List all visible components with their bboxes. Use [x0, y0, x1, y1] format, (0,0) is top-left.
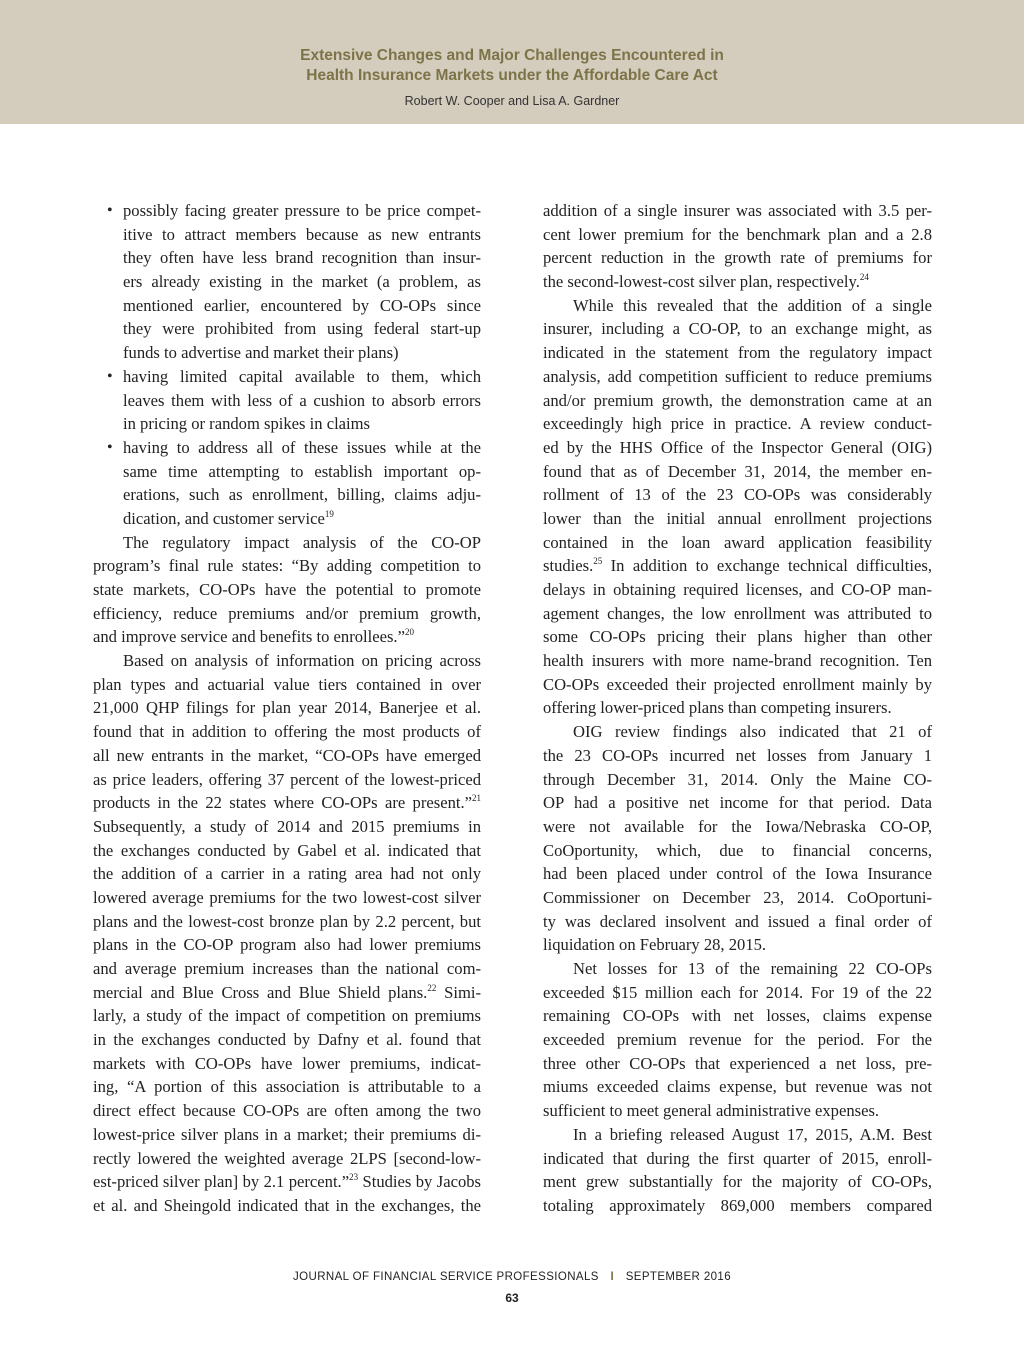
text-line — [93, 483, 481, 507]
text-line — [543, 744, 932, 768]
line-text: Based on analysis of information on pricing across — [123, 651, 481, 671]
line-text: plan types and actuarial value tiers contained in over — [93, 674, 481, 694]
text-line — [93, 317, 481, 341]
line-text: having limited capital available to them, which — [123, 366, 481, 386]
text-line — [543, 294, 932, 318]
text-line — [93, 981, 481, 1005]
text-line — [543, 223, 932, 247]
line-text: Subsequently, a study of 2014 and 2015 premiums in — [93, 816, 481, 836]
line-text: three other CO-OPs that experienced a net loss, pre- — [543, 1053, 932, 1073]
line-text: having to address all of these issues while at the — [123, 437, 481, 457]
text-line — [93, 460, 481, 484]
text-line — [93, 270, 481, 294]
text-line — [93, 768, 481, 792]
footnote-ref: 19 — [324, 508, 334, 519]
line-text: delays in obtaining required licenses, and CO-OP man- — [543, 580, 932, 599]
bullet-marker: • — [107, 438, 113, 456]
footnote-ref: 25 — [593, 556, 603, 567]
line-text: exceedingly high price in practice. A review conduct- — [543, 414, 932, 434]
text-line — [543, 531, 932, 555]
text-line — [543, 483, 932, 507]
line-text: efficiency, reduce premiums and/or premium growth, — [93, 603, 481, 623]
line-text: plans in the CO-OP program also had lower premiums — [93, 935, 481, 955]
line-text: remaining CO-OPs with net losses, claims expense — [543, 1006, 932, 1026]
line-text: found that in addition to offering the most products of — [93, 722, 481, 742]
text-line — [543, 460, 932, 484]
line-text: rollment of 13 of the 23 CO-OPs was considerably — [543, 485, 932, 505]
line-text: indicated in the statement from the regulatory impact — [543, 343, 932, 363]
text-line — [543, 625, 932, 649]
line-text: the 23 CO-OPs incurred net losses from January 1 — [543, 745, 932, 765]
text-line — [93, 1052, 481, 1076]
line-text: percent reduction in the growth rate of premiums for — [543, 248, 932, 268]
line-text: some CO-OPs pricing their plans higher than other — [543, 627, 932, 647]
text-line — [543, 507, 932, 531]
line-text: cent lower premium for the benchmark plan and a 2.8 — [543, 224, 932, 244]
line-text: mercial and Blue Cross and Blue Shield plans. — [93, 982, 428, 1002]
text-line — [543, 578, 932, 602]
text-line — [93, 791, 481, 815]
line-text: Net losses for 13 of the remaining 22 CO-OPs — [573, 959, 932, 978]
text-line — [543, 1028, 932, 1052]
line-text: in pricing or random spikes in claims — [123, 414, 371, 434]
left-text-column — [93, 199, 481, 1218]
line-text: OP had a positive net income for that period. Data — [543, 793, 932, 813]
text-line — [93, 720, 481, 744]
text-line — [93, 625, 481, 649]
line-text: totaling approximately 869,000 members compared — [543, 1195, 932, 1215]
text-line — [93, 1123, 481, 1147]
text-line — [543, 886, 932, 910]
issue-date: SEPTEMBER 2016 — [625, 1271, 731, 1283]
text-line — [543, 910, 932, 934]
text-line — [93, 554, 481, 578]
text-line — [543, 673, 932, 697]
footnote-ref: 24 — [859, 272, 869, 283]
line-text: ty was declared insolvent and issued a final order of — [543, 911, 932, 931]
right-text-column — [543, 199, 932, 1218]
footnote-ref: 22 — [427, 982, 437, 993]
footnote-ref: 21 — [472, 793, 481, 804]
text-line — [543, 1052, 932, 1076]
line-text: plans and the lowest-cost bronze plan by 2.2 percent, but — [93, 911, 481, 931]
line-text: as price leaders, offering 37 percent of the lowest-priced — [93, 769, 481, 789]
article-title-line-2: Health Insurance Markets under the Affordable Care Act — [306, 67, 718, 84]
text-line — [543, 720, 932, 744]
line-text: were not available for the Iowa/Nebraska CO-OP, — [543, 816, 932, 836]
line-text: and average premium increases than the national com- — [93, 959, 481, 978]
line-text: direct effect because CO-OPs are often among the two — [93, 1101, 481, 1121]
text-line — [93, 815, 481, 839]
line-text: in the exchanges conducted by Dafny et al. found that — [93, 1030, 481, 1050]
text-line — [543, 602, 932, 626]
line-text: larly, a study of the impact of competition on premiums — [93, 1006, 481, 1026]
text-line — [93, 294, 481, 318]
journal-name: JOURNAL OF FINANCIAL SERVICE PROFESSIONALS — [293, 1271, 599, 1283]
line-text: ment grew substantially for the majority of CO-OPs, — [543, 1172, 932, 1192]
line-text: possibly facing greater pressure to be price compet- — [123, 201, 481, 220]
text-line — [543, 957, 932, 981]
line-text: funds to advertise and market their plans) — [123, 343, 399, 363]
line-text: miums exceeded claims expense, but revenue was not — [543, 1077, 932, 1097]
line-text: state markets, CO-OPs have the potential to promote — [93, 580, 481, 599]
line-text: through December 31, 2014. Only the Maine CO- — [543, 769, 932, 789]
text-line — [93, 1194, 481, 1218]
text-line — [93, 1075, 481, 1099]
line-text: 21,000 QHP filings for plan year 2014, Banerjee et al. — [93, 698, 481, 718]
text-line — [543, 389, 932, 413]
line-text: indicated that during the first quarter of 2015, enroll- — [543, 1148, 932, 1168]
line-text: sufficient to meet general administrative expenses. — [543, 1101, 880, 1121]
article-title-line-1: Extensive Changes and Major Challenges Encountered in — [300, 47, 724, 64]
text-line — [543, 554, 932, 578]
text-line — [93, 507, 481, 531]
line-text: analysis, add competition sufficient to reduce premiums — [543, 366, 932, 386]
text-line — [93, 1147, 481, 1171]
text-line — [93, 531, 481, 555]
text-line — [93, 1170, 481, 1194]
text-line — [93, 223, 481, 247]
line-text: products in the 22 states where CO-OPs are present.” — [93, 793, 472, 813]
text-line — [543, 199, 932, 223]
line-text: itive to attract members because as new entrants — [123, 224, 481, 244]
line-text: While this revealed that the addition of a single — [573, 295, 932, 315]
footer-separator: I — [610, 1271, 615, 1283]
text-line — [543, 1004, 932, 1028]
text-line — [93, 578, 481, 602]
text-line — [543, 365, 932, 389]
line-text: Commissioner on December 23, 2014. CoOportuni- — [543, 887, 932, 907]
text-line — [543, 436, 932, 460]
text-line — [543, 1170, 932, 1194]
text-line — [543, 696, 932, 720]
text-line — [543, 933, 932, 957]
line-text: health insurers with more name-brand recognition. Ten — [543, 651, 932, 671]
text-line — [93, 341, 481, 365]
text-line — [543, 1075, 932, 1099]
page-number: 63 — [505, 1291, 519, 1305]
footer — [0, 1271, 1024, 1283]
line-text: same time attempting to establish important op- — [123, 461, 481, 481]
text-line — [93, 696, 481, 720]
text-line — [93, 673, 481, 697]
line-text: and improve service and benefits to enrollees.” — [93, 627, 405, 647]
text-line — [93, 199, 481, 223]
line-text: contained in the loan award application feasibility — [543, 532, 932, 552]
line-text: they were prohibited from using federal start-up — [123, 319, 481, 339]
line-text: the exchanges conducted by Gabel et al. indicated that — [93, 840, 481, 860]
line-text: lower than the initial annual enrollment projections — [543, 508, 932, 528]
text-line — [543, 412, 932, 436]
line-text-continued: Studies by Jacobs — [358, 1172, 481, 1192]
text-line — [93, 886, 481, 910]
text-line — [93, 933, 481, 957]
text-line — [543, 317, 932, 341]
line-text: all new entrants in the market, “CO-OPs have emerged — [93, 745, 481, 765]
text-line — [93, 389, 481, 413]
text-line — [93, 436, 481, 460]
line-text-continued: Simi- — [436, 982, 482, 1002]
text-line — [93, 910, 481, 934]
line-text: lowest-price silver plans in a market; their premiums di- — [93, 1124, 481, 1144]
line-text: they often have less brand recognition than insur- — [123, 248, 481, 268]
line-text: rectly lowered the weighted average 2LPS [second-low- — [93, 1148, 481, 1168]
line-text: insurer, including a CO-OP, to an exchange might, as — [543, 319, 932, 339]
line-text: ers already existing in the market (a problem, as — [123, 272, 481, 292]
line-text: had been placed under control of the Iowa Insurance — [543, 864, 932, 884]
article-authors: Robert W. Cooper and Lisa A. Gardner — [404, 94, 620, 108]
line-text: agement changes, the low enrollment was attributed to — [543, 603, 932, 623]
line-text: erations, such as enrollment, billing, claims adju- — [123, 485, 481, 505]
text-line — [93, 246, 481, 270]
line-text: CoOportunity, which, due to financial concerns, — [543, 840, 932, 860]
line-text: program’s final rule states: “By adding competition to — [93, 556, 481, 576]
text-line — [93, 412, 481, 436]
line-text: markets with CO-OPs have lower premiums, indicat- — [93, 1053, 481, 1073]
line-text: et al. and Sheingold indicated that in the exchanges, the — [93, 1195, 481, 1215]
line-text: lowered average premiums for the two lowest-cost silver — [93, 887, 481, 907]
running-header — [0, 0, 1024, 124]
line-text: mentioned earlier, encountered by CO-OPs since — [123, 295, 481, 315]
footnote-ref: 20 — [404, 627, 414, 638]
text-line — [93, 839, 481, 863]
text-line — [543, 839, 932, 863]
text-line — [93, 957, 481, 981]
text-line — [93, 744, 481, 768]
text-line — [93, 1028, 481, 1052]
bullet-marker: • — [107, 202, 113, 219]
line-text: In a briefing released August 17, 2015, A.M. Best — [573, 1124, 932, 1144]
footnote-ref: 23 — [349, 1172, 359, 1183]
text-line — [543, 791, 932, 815]
text-line — [93, 649, 481, 673]
text-line — [93, 602, 481, 626]
line-text: offering lower-priced plans than competing insurers. — [543, 698, 892, 718]
text-line — [543, 768, 932, 792]
text-line — [93, 1004, 481, 1028]
text-line — [543, 1123, 932, 1147]
bullet-marker: • — [107, 367, 113, 385]
text-line — [543, 815, 932, 839]
line-text: liquidation on February 28, 2015. — [543, 935, 767, 955]
line-text: CO-OPs exceeded their projected enrollment mainly by — [543, 674, 932, 694]
text-line — [543, 1194, 932, 1218]
text-line — [543, 1099, 932, 1123]
line-text: studies. — [543, 556, 594, 576]
line-text-continued: In addition to exchange technical difficulties, — [602, 556, 932, 576]
line-text: ed by the HHS Office of the Inspector General (OIG) — [543, 437, 932, 457]
line-text: exceeded premium revenue for the period. For the — [543, 1030, 932, 1050]
line-text: OIG review findings also indicated that 21 of — [573, 722, 932, 742]
line-text: est-priced silver plan] by 2.1 percent.” — [93, 1172, 350, 1192]
line-text: found that as of December 31, 2014, the member en- — [543, 461, 932, 481]
text-line — [543, 981, 932, 1005]
line-text: exceeded $15 million each for 2014. For 19 of the 22 — [543, 982, 932, 1002]
text-line — [543, 341, 932, 365]
line-text: and/or premium growth, the demonstration came at an — [543, 390, 932, 410]
line-text: addition of a single insurer was associated with 3.5 per- — [543, 201, 932, 220]
line-text: the addition of a carrier in a rating area had not only — [93, 864, 481, 884]
text-line — [93, 1099, 481, 1123]
line-text: leaves them with less of a cushion to absorb errors — [123, 390, 481, 410]
line-text: the second-lowest-cost silver plan, respectively. — [543, 272, 860, 292]
line-text: dication, and customer service — [123, 508, 325, 528]
text-line — [93, 365, 481, 389]
text-line — [543, 862, 932, 886]
text-line — [543, 1147, 932, 1171]
text-line — [543, 649, 932, 673]
text-line — [93, 862, 481, 886]
text-line — [543, 246, 932, 270]
text-line — [543, 270, 932, 294]
line-text: ing, “A portion of this association is attributable to a — [93, 1077, 481, 1097]
line-text: The regulatory impact analysis of the CO-OP — [123, 532, 481, 552]
